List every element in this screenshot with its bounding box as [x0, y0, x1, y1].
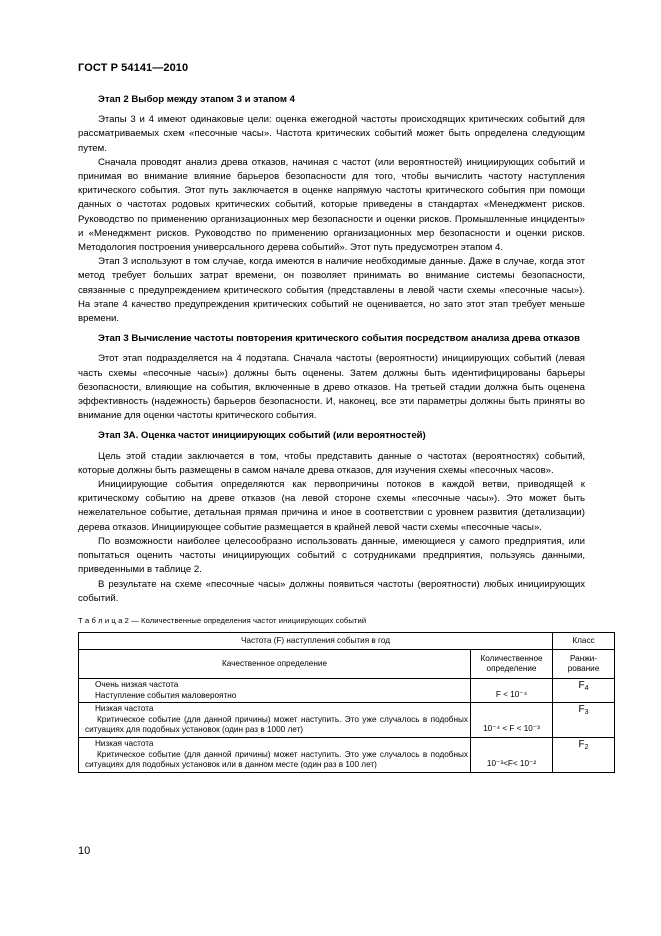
- paragraph: Этап 3 используют в том случае, когда имеются в наличие необходимые данные. Даже в случае, когда этот метод требует больших затрат времени, он позволяет принимать во внимание системы безопасности, связанные с предупреждением критического события (представлены в левой части схемы «песочные часы»). На этапе 4 качество предупреждения критических событий не оценивается, но зато этот этап требует меньше времени.: [78, 256, 585, 325]
- section-title-stage-3a: Этап 3А. Оценка частот инициирующих событий (или вероятностей): [98, 430, 426, 442]
- class-index: 4: [584, 685, 589, 693]
- row-title: Низкая частота: [95, 704, 154, 714]
- table-caption: Т а б л и ц а 2 — Количественные определения частот инициирующих событий: [78, 615, 367, 625]
- row-description: Наступление события маловероятно: [95, 690, 237, 700]
- class-cell: [553, 679, 615, 703]
- table-row: [79, 738, 615, 773]
- paragraph: Этот этап подразделяется на 4 подэтапа. Сначала частоты (вероятности) инициирующих событий (левая часть схемы «песочные часы») должны быть оценены. Затем должны быть идентифицированы барьеры безопасности, влияющие на события, включенные в древо отказов. На третьей стадии должна быть оценена эффективность (надежность) барьеров безопасности. И, наконец, все эти параметры должны быть приняты во внимание для оценки частоты критического события.: [78, 353, 585, 422]
- class-letter: F: [578, 680, 585, 692]
- class-index: 3: [584, 709, 589, 717]
- row-title: Очень низкая частота: [95, 680, 179, 690]
- paragraph: В результате на схеме «песочные часы» должны появиться частоты (вероятности) любых инициирующих событий.: [78, 578, 585, 604]
- paragraph: Инициирующие события определяются как первопричины потоков в каждой ветви, приводящей к критическому событию на древе отказов (на левой стороне схемы «песочные часы»). Это может быть нежелательное событие, детальная прямая причина и иное в соответствии с уровнем развития (детализации) дерева отказов. Инициирующее событие размещается в крайней левой части схемы «песочные часы».: [78, 479, 585, 533]
- header-ranking: Ранжи-рование: [553, 650, 615, 679]
- header-class: Класс: [553, 633, 615, 650]
- paragraph: Этапы 3 и 4 имеют одинаковые цели: оценка ежегодной частоты происходящих критических событий для рассматриваемых схем «песочные часы». Частота критических событий может быть определена следующим путем.: [78, 114, 585, 154]
- page-content: [78, 93, 600, 773]
- class-letter: F: [578, 704, 585, 716]
- header-quantitative: Количественное определение: [471, 650, 553, 679]
- paragraph: Сначала проводят анализ древа отказов, начиная с частот (или вероятностей) инициирующих событий и принимая во внимание влияние барьеров безопасности для того, чтобы вычислить частоту наступления критического события. Этот путь заключается в оценке напрямую частоты критического события при помощи данных о частотах родовых критических событий, которые приведены в стандартах «Менеджмент рисков. Руководство по применению организационных мер безопасности и оценки рисков. Промышленные инциденты» и «Менеджмент рисков. Руководство по применению организационных мер безопасности и оценки рисков. Методология построения универсального дерева событий». Этот путь предусмотрен этапом 4.: [78, 156, 585, 254]
- qualitative-cell: [79, 703, 471, 738]
- paragraph: Цель этой стадии заключается в том, чтобы представить данные о частотах (вероятностях) событий, которые должны быть размещены в самом начале древа отказов, для изучения схемы «песочных часов».: [78, 450, 585, 476]
- frequency-table: [78, 632, 615, 773]
- table-header-row: [79, 633, 615, 650]
- row-title: Низкая частота: [95, 739, 154, 749]
- row-description: Критическое событие (для данной причины) может наступить. Это уже случалось в подобных ситуациях для подобных установок или в данном месте (один раз в 100 лет): [85, 749, 468, 770]
- table-row: [79, 703, 615, 738]
- header-qualitative: Качественное определение: [79, 650, 471, 679]
- document-header: ГОСТ Р 54141—2010: [78, 62, 189, 74]
- table-subheader-row: [79, 650, 615, 679]
- section-title-stage-2: Этап 2 Выбор между этапом 3 и этапом 4: [98, 94, 295, 105]
- quantitative-cell: 10⁻⁴ < F < 10⁻³: [471, 703, 553, 738]
- quantitative-cell: F < 10⁻⁴: [471, 679, 553, 703]
- table-row: [79, 679, 615, 703]
- row-description: Критическое событие (для данной причины) может наступить. Это уже случалось в подобных ситуациях для подобных установок (один раз в 1000 лет): [85, 714, 468, 735]
- class-index: 2: [584, 744, 589, 752]
- section-title-stage-3: Этап 3 Вычисление частоты повторения критического события посредством анализа древа отказов: [98, 333, 580, 345]
- header-frequency: Частота (F) наступления события в год: [79, 633, 553, 650]
- qualitative-cell: [79, 679, 471, 703]
- class-cell: [553, 703, 615, 738]
- qualitative-cell: [79, 738, 471, 773]
- quantitative-cell: 10⁻³<F< 10⁻²: [471, 738, 553, 773]
- page-number: 10: [78, 845, 91, 857]
- paragraph: По возможности наиболее целесообразно использовать данные, имеющиеся у самого предприятия, или попытаться оценить частоты инициирующих событий с сотрудниками предприятия, пользуясь данными, приведенными в таблице 2.: [78, 535, 585, 576]
- class-cell: [553, 738, 615, 773]
- class-letter: F: [578, 739, 585, 751]
